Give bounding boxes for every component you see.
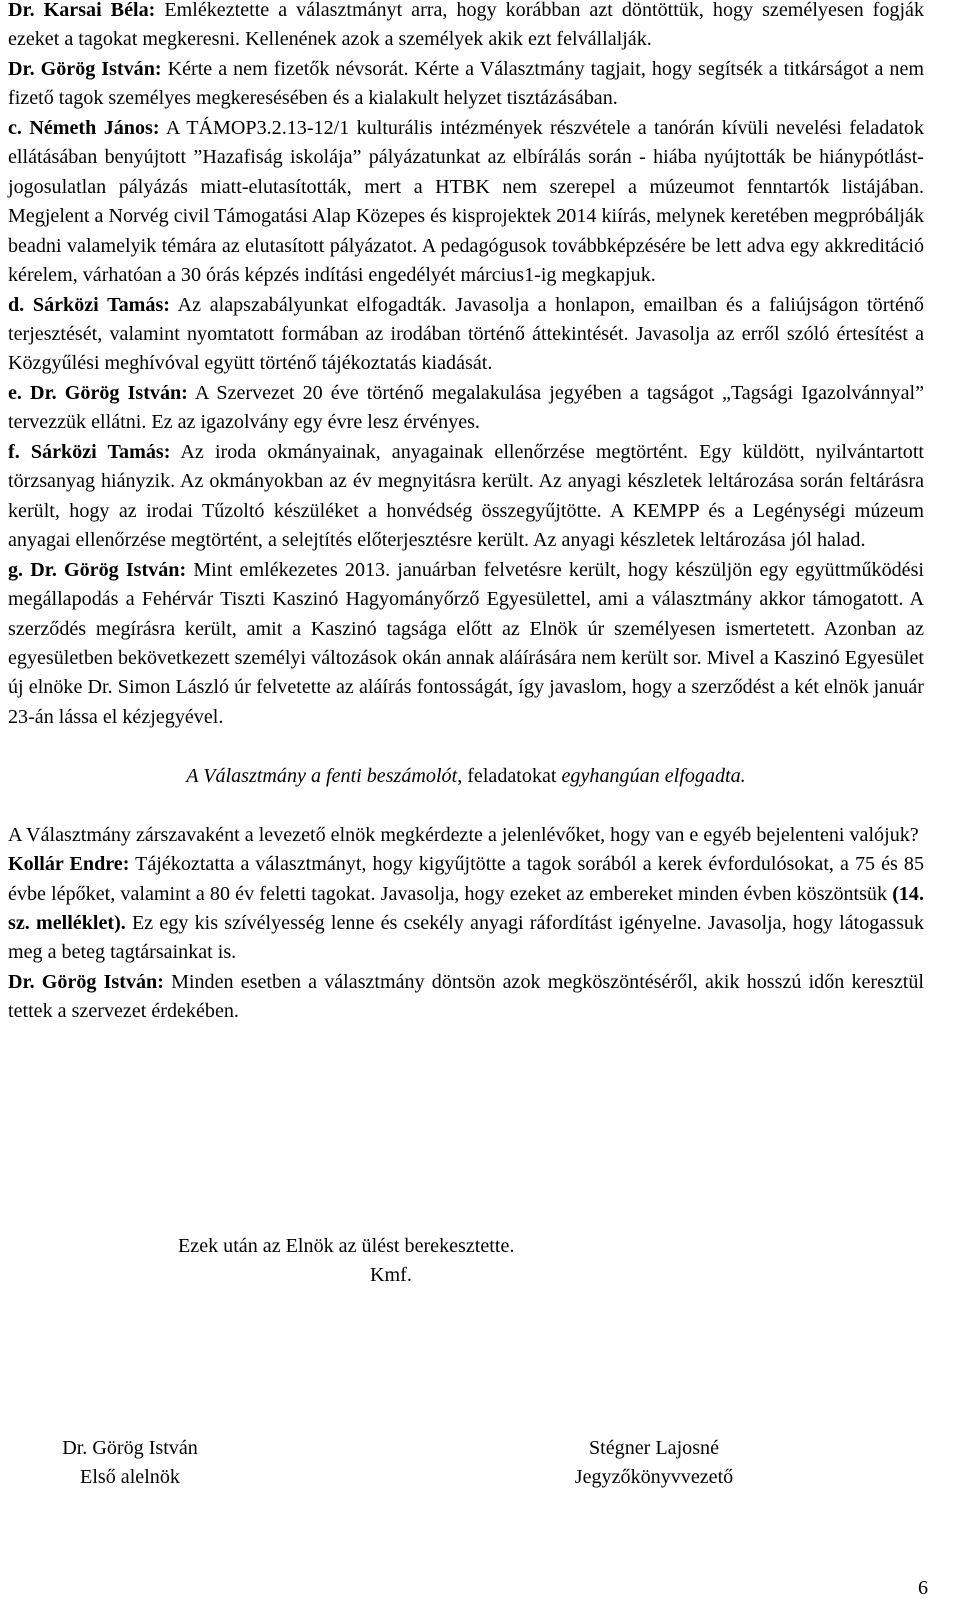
page-number: 6 bbox=[917, 1577, 928, 1599]
paragraph-text: A Szervezet 20 éve történő megalakulása jegyében a tagságot „Tagsági Igazolvánnyal” tervezzük ellátni. Ez az igazolvány egy évre lesz érvényes. bbox=[8, 381, 924, 434]
annex-reference: (14. sz. melléklet). bbox=[8, 882, 924, 935]
paragraph-text: A Választmány zárszavaként a levezető elnök megkérdezte a jelenlévőket, hogy van e egyéb bejelenteni valójuk? bbox=[8, 823, 919, 846]
speaker-name: d. Sárközi Tamás: bbox=[8, 293, 170, 316]
speaker-name: f. Sárközi Tamás: bbox=[8, 440, 171, 463]
paragraph-text: Emlékeztette a választmányt arra, hogy korábban azt döntöttük, hogy személyesen fogják ezeket a tagokat megkeresni. Kellenének azok a személyek akik ezt felvállalják. bbox=[8, 0, 924, 51]
paragraph-text: Ez egy kis szívélyesség lenne és csekély anyagi ráfordítást igényelne. Javasolja, hogy látogassuk meg a beteg tagtársainkat is. bbox=[8, 912, 924, 964]
paragraph-karsai bbox=[8, 0, 924, 55]
speaker-name: Kollár Endre: bbox=[8, 853, 130, 876]
paragraph-gorog-4 bbox=[8, 968, 924, 1027]
paragraph-text: Az alapszabályunkat elfogadták. Javasolja a honlapon, emailban és a faliújságon történő terjesztését, valamint nyomtatott formában az irodában történő áttekintését. Javasolja az erről szóló értesítést a Közgyűlési meghívóval együtt történő tájékoztatás kiadását. bbox=[8, 293, 924, 375]
resolution-italic: egyhangúan elfogadta. bbox=[561, 764, 746, 787]
speaker-name: Dr. Karsai Béla: bbox=[8, 0, 156, 21]
paragraph-kollar bbox=[8, 850, 924, 968]
paragraph-text: Kérte a nem fizetők névsorát. Kérte a Választmány tagjait, hogy segítsék a titkárságot a nem fizető tagok személyes megkeresésében és a kialakult helyzet tisztázásában. bbox=[8, 57, 924, 110]
blank-line bbox=[8, 791, 924, 820]
resolution-italic: A Választmány a fenti beszámolót bbox=[186, 764, 458, 787]
paragraph-closing-question bbox=[8, 821, 924, 850]
signature-role: Jegyzőkönyvvezető bbox=[574, 1466, 734, 1488]
paragraph-text: A TÁMOP3.2.13-12/1 kulturális intézmények részvétele a tanórán kívüli nevelési feladatok ellátásában benyújtott ”Hazafiság iskolája” pályázatunkat az elbírálás során - hiába nyújtották be hiánypótlást- jogosulatlan pályázás miatt-elutasították, mert a HTBK nem szerepel a múzeumot fenntartók listájában. Megjelent a Norvég civil Támogatási Alap Közepes és kisprojektek 2014 kiírás, melynek keretében megpróbálják beadni valamelyik témára az elutasított pályázatot. A pedagógusok továbbképzésére be lett adva egy akkreditáció kérelem, várhatóan a 30 órás képzés indítási engedélyét március1-ig megkapjuk. bbox=[8, 116, 924, 287]
paragraph-gorog-1 bbox=[8, 55, 924, 114]
paragraph-nemeth bbox=[8, 114, 924, 291]
speaker-name: c. Németh János: bbox=[8, 116, 160, 139]
paragraph-text: Mint emlékezetes 2013. januárban felvetésre került, hogy készüljön egy együttműködési megállapodás a Fehérvár Tiszti Kaszinó Hagyományőrző Egyesülettel, ami a választmány akkor támogatott. A szerződés megírásra került, amit a Kaszinó tagsága előtt az Elnök úr személyesen ismertetett. Azonban az egyesületben bekövetkezett személyi változások okán annak aláírására nem került sor. Mivel a Kaszinó Egyesület új elnöke Dr. Simon László úr felvetette az aláírás fontosságát, így javaslom, hogy a szerződést a két elnök január 23-án lássa el kézjegyével. bbox=[8, 558, 925, 728]
paragraph-text: Tájékoztatta a választmányt, hogy kigyűjtötte a tagok sorából a kerek évfordulósokat, a 75 és 85 évbe lépőket, valamint a 80 év feletti tagokat. Javasolja, hogy ezeket az embereket minden évben köszöntsük bbox=[8, 853, 924, 905]
paragraph-sarkozi-1 bbox=[8, 291, 924, 379]
paragraph-gorog-2 bbox=[8, 379, 924, 438]
paragraph-text: Az iroda okmányainak, anyagainak ellenőrzése megtörtént. Egy küldött, nyilvántartott törzsanyag hiányzik. Az okmányokban az év megnyitásra került. Az anyagi készletek leltározása során feltárásra került, hogy az irodai Tűzoltó készüléket a honvédség összegyűjtötte. A KEMPP és a Legénységi múzeum anyagai ellenőrzése megtörtént, a selejtítés előterjesztésre került. Az anyagi készletek leltározása jól halad. bbox=[8, 440, 924, 552]
paragraph-sarkozi-2 bbox=[8, 438, 924, 556]
signature-right bbox=[524, 1434, 784, 1492]
signature-name: Dr. Görög István bbox=[62, 1437, 198, 1459]
blank-line bbox=[8, 732, 924, 761]
kmf-label: Kmf. bbox=[370, 1264, 412, 1286]
signature-left bbox=[0, 1434, 260, 1492]
signature-name: Stégner Lajosné bbox=[588, 1437, 719, 1459]
speaker-name: Dr. Görög István: bbox=[8, 57, 162, 80]
signature-role: Első alelnök bbox=[80, 1466, 180, 1488]
paragraph-text: Minden esetben a választmány döntsön azok megköszöntéséről, akik hosszú időn keresztül tettek a szervezet érdekében. bbox=[8, 970, 924, 1023]
minutes-body bbox=[8, 0, 924, 1027]
speaker-name: Dr. Görög István: bbox=[8, 970, 164, 993]
resolution-text: , feladatokat bbox=[457, 764, 562, 787]
resolution-line bbox=[8, 762, 924, 791]
speaker-name: g. Dr. Görög István: bbox=[8, 558, 187, 581]
speaker-name: e. Dr. Görög István: bbox=[8, 381, 188, 404]
paragraph-gorog-3 bbox=[8, 556, 924, 733]
closing-statement: Ezek után az Elnök az ülést berekesztette. bbox=[178, 1235, 515, 1257]
